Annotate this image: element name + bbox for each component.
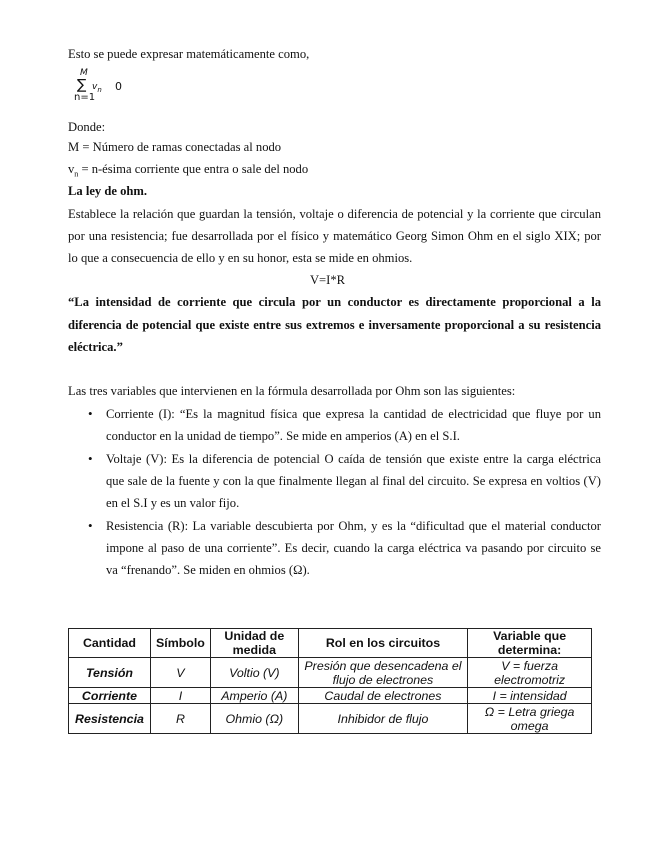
formula-rhs: 0 [115, 80, 122, 93]
quote-line: eléctrica.” [68, 340, 123, 354]
table-cell: I [150, 688, 210, 704]
variables-intro: Las tres variables que intervienen en la fórmula desarrollada por Ohm son las siguientes: [68, 384, 516, 398]
table-cell: Amperio (A) [210, 688, 298, 704]
table-cell: V [150, 658, 210, 688]
bullet-marker: • [88, 518, 93, 533]
table-cell: I = intensidad [468, 688, 592, 704]
table-cell: Corriente [69, 688, 151, 704]
table-header-row [69, 629, 592, 658]
table-header-cell: Variable que determina: [468, 629, 592, 658]
bullet-resistencia-line: va “frenando”. Se miden en ohmios (Ω). [106, 563, 310, 577]
table-cell: Tensión [69, 658, 151, 688]
quote-line: “La intensidad de corriente que circula por un conductor es directamente proporcional a la [68, 295, 601, 309]
formula-upper-limit: M [80, 68, 88, 78]
formula-term: $v_n$ [92, 82, 102, 94]
table-header-cell: Cantidad [69, 629, 151, 658]
bullet-voltaje-line: en el S.I y es un valor fijo. [106, 496, 240, 510]
definition-m: M = Número de ramas conectadas al nodo [68, 140, 282, 154]
table-cell: Voltio (V) [210, 658, 298, 688]
bullet-resistencia-line: Resistencia (R): La variable descubierta por Ohm, y es la “dificultad que el material conductor [106, 519, 601, 533]
table-cell: Ω = Letra griega omega [468, 704, 592, 734]
bullet-resistencia-line: impone al paso de una corriente”. Es decir, cuando la carga eléctrica va pasando por circuito se [106, 541, 601, 555]
paragraph-line: por una resistencia; fue desarrollada por el físico y matemático Georg Simon Ohm en el siglo XIX; por [68, 229, 601, 243]
table-row [69, 658, 592, 688]
ohm-equation: V=I*R [309, 273, 346, 287]
table-cell: Caudal de electrones [298, 688, 468, 704]
summation-formula [72, 70, 142, 106]
table-cell: Presión que desencadena el flujo de electrones [298, 658, 468, 688]
sigma-symbol: ∑ [77, 77, 87, 93]
table-cell: Resistencia [69, 704, 151, 734]
intro-text: Esto se puede expresar matemáticamente como, [68, 47, 310, 61]
bullet-voltaje-line: que sale de la fuente y con la que finalmente llegan al final del circuito. Se expresa en voltios (V) [106, 474, 601, 488]
quote-line: diferencia de potencial que existe entre sus extremos e inversamente proporcional a su resistencia [68, 318, 601, 332]
table-header-cell: Símbolo [150, 629, 210, 658]
paragraph-line: lo que a consecuencia de ello y en su honor, esta se mide en ohmios. [68, 251, 413, 265]
bullet-voltaje-line: Voltaje (V): Es la diferencia de potencial O caída de tensión que existe entre la carga eléctrica [106, 452, 601, 466]
definition-vn: $v_n$ = n-ésima corriente que entra o sale del nodo [68, 162, 309, 179]
bullet-marker: • [88, 451, 93, 466]
table-row [69, 688, 592, 704]
table-row [69, 704, 592, 734]
table-cell: Inhibidor de flujo [298, 704, 468, 734]
table-cell: R [150, 704, 210, 734]
paragraph-line: Establece la relación que guardan la tensión, voltaje o diferencia de potencial y la corriente que circulan [68, 207, 601, 221]
donde-label: Donde: [68, 120, 106, 134]
table-header-cell: Rol en los circuitos [298, 629, 468, 658]
bullet-corriente-line: Corriente (I): “Es la magnitud física que expresa la cantidad de electricidad que fluye por un [106, 407, 601, 421]
bullet-corriente-line: conductor en la unidad de tiempo”. Se mide en amperios (A) en el S.I. [106, 429, 460, 443]
table-cell: V = fuerza electromotriz [468, 658, 592, 688]
section-title: La ley de ohm. [68, 184, 148, 198]
bullet-marker: • [88, 406, 93, 421]
formula-lower-limit: n=1 [74, 92, 96, 103]
table-header-cell: Unidad de medida [210, 629, 298, 658]
ohm-variables-table [68, 628, 592, 734]
table-cell: Ohmio (Ω) [210, 704, 298, 734]
